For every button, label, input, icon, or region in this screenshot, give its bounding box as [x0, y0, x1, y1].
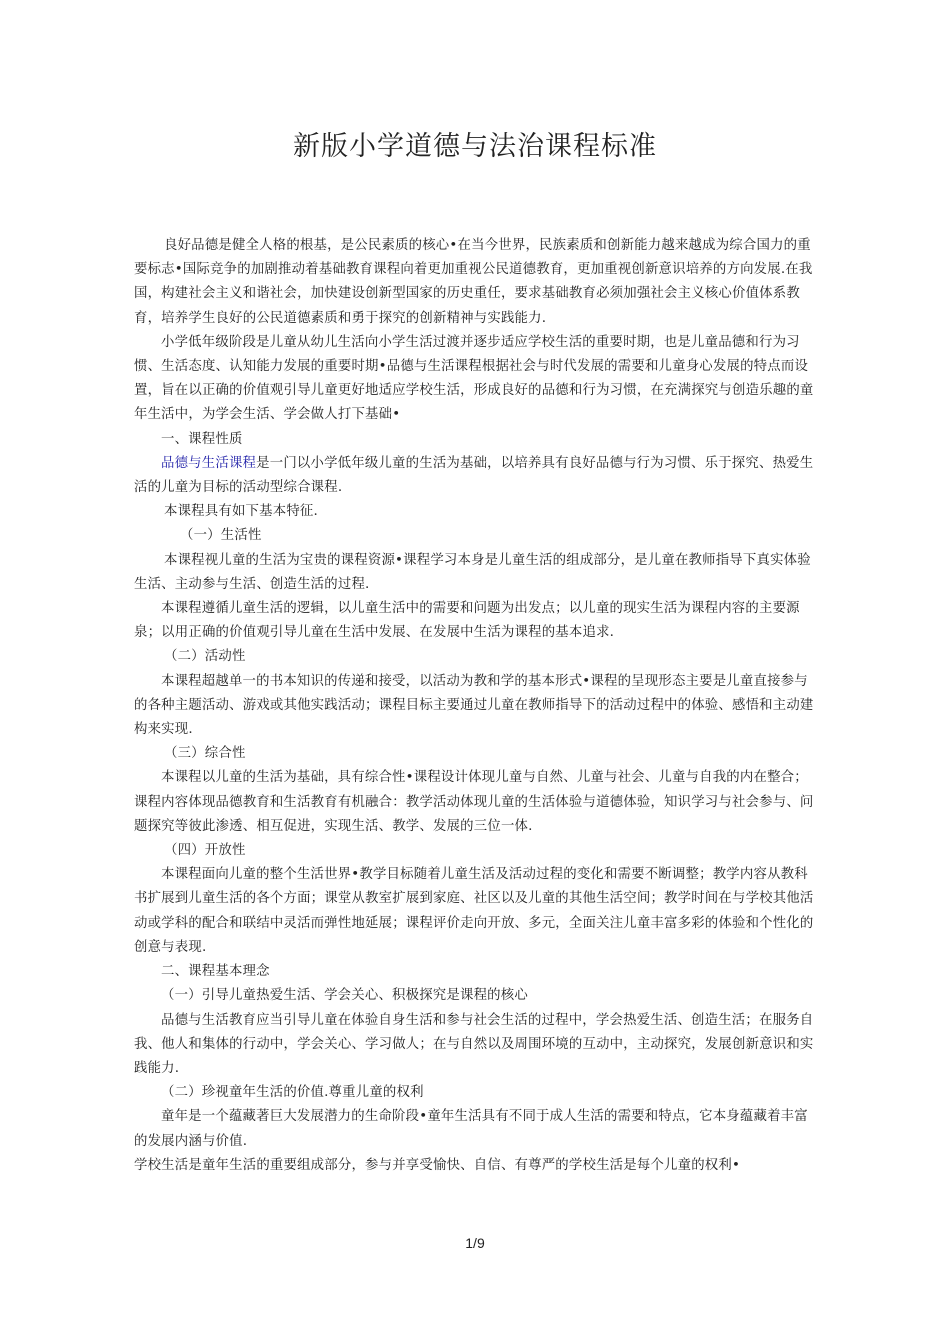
paragraph-activity: 本课程超越单一的书本知识的传递和接受，以活动为教和学的基本形式•课程的呈现形态主要是儿童直接参与的各种主题活动、游戏或其他实践活动；课程目标主要通过儿童在教师指导下的活动过程中的体验、感悟和主动建构来实现.: [134, 673, 814, 738]
paragraph-background: 小学低年级阶段是儿童从幼儿生活向小学生活过渡并逐步适应学校生活的重要时期，也是儿童品德和行为习惯、生活态度、认知能力发展的重要时期•品德与生活课程根据社会与时代发展的需要和儿童身心发展的特点而设置，旨在以正确的价值观引导儿童更好地适应学校生活，形成良好的品德和行为习惯，在充满探究与创造乐趣的童年生活中，为学会生活、学会做人打下基础•: [134, 334, 814, 423]
paragraph-life-1: 本课程视儿童的生活为宝贵的课程资源•课程学习本身是儿童生活的组成部分，是儿童在教师指导下真实体验生活、主动参与生活、创造生活的过程.: [134, 552, 811, 592]
paragraph-course-definition: [134, 452, 818, 500]
section-heading-concepts: 二、课程基本理念: [161, 964, 270, 980]
course-name-link[interactable]: 品德与生活课程: [161, 455, 257, 471]
paragraph-features-intro: 本课程具有如下基本特征.: [164, 504, 318, 520]
subheading-core: （一）引导儿童热爱生活、学会关心、积极探究是课程的核心: [161, 988, 528, 1004]
subheading-openness: （四）开放性: [164, 843, 246, 859]
paragraph-core: 品德与生活教育应当引导儿童在体验自身生活和参与社会生活的过程中，学会热爱生活、创造生活；在服务自我、他人和集体的行动中，学会关心、学习做人；在与自然以及周围环境的互动中，主动探究，发展创新意识和实践能力.: [134, 1012, 814, 1076]
paragraph-comprehensive: 本课程以儿童的生活为基础，具有综合性•课程设计体现儿童与自然、儿童与社会、儿童与自我的内在整合；课程内容体现品德教育和生活教育有机融合：教学活动体现儿童的生活体验与道德体验，知识学习与社会参与、问题探究等彼此渗透、相互促进，实现生活、教学、发展的三位一体.: [134, 770, 814, 834]
document-title: 新版小学道德与法治课程标准: [293, 131, 657, 162]
course-definition-text: 是一门以小学低年级儿童的生活为基础，以培养具有良好品德与行为习惯、乐于探究、热爱生活的儿童为目标的活动型综合课程.: [134, 455, 814, 496]
paragraph-childhood: 童年是一个蕴藏著巨大发展潜力的生命阶段•童年生活具有不同于成人生活的需要和特点，它本身蕴藏着丰富的发展内涵与价值.: [134, 1109, 808, 1149]
section-heading-nature: 一、课程性质: [161, 431, 243, 447]
subheading-comprehensive: （三）综合性: [164, 746, 246, 762]
paragraph-openness: 本课程面向儿童的整个生活世界•教学目标随着儿童生活及活动过程的变化和需要不断调整；教学内容从教科书扩展到儿童生活的各个方面；课堂从教室扩展到家庭、社区以及儿童的其他生活空间；教学时间在与学校其他活动或学科的配合和联结中灵活而弹性地延展；课程评价走向开放、多元，全面关注儿童丰富多彩的体验和个性化的创意与表现.: [134, 867, 814, 955]
subheading-life: （一）生活性: [180, 528, 262, 544]
paragraph-intro: 良好品德是健全人格的根基，是公民素质的核心•在当今世界，民族素质和创新能力越来越成为综合国力的重要标志•国际竞争的加剧推动着基础教育课程向着更加重视公民道德教育，更加重视创新意识培养的方向发展.在我国，构建社会主义和谐社会，加快建设创新型国家的历史重任，要求基础教育必须加强社会主义核心价值体系教育，培养学生良好的公民道德素质和勇于探究的创新精神与实践能力.: [134, 238, 813, 326]
subheading-childhood: （二）珍视童年生活的价值.尊重儿童的权利: [161, 1085, 424, 1101]
paragraph-school-life: 学校生活是童年生活的重要组成部分，参与并享受愉快、自信、有尊严的学校生活是每个儿童的权利•: [134, 1157, 741, 1173]
page-number: 1/9: [465, 1235, 485, 1251]
subheading-activity: （二）活动性: [164, 649, 246, 665]
paragraph-life-2: 本课程遵循儿童生活的逻辑，以儿童生活中的需要和问题为出发点；以儿童的现实生活为课程内容的主要源泉；以用正确的价值观引导儿童在生活中发展、在发展中生活为课程的基本追求.: [134, 601, 800, 641]
document-body: [134, 234, 818, 1178]
